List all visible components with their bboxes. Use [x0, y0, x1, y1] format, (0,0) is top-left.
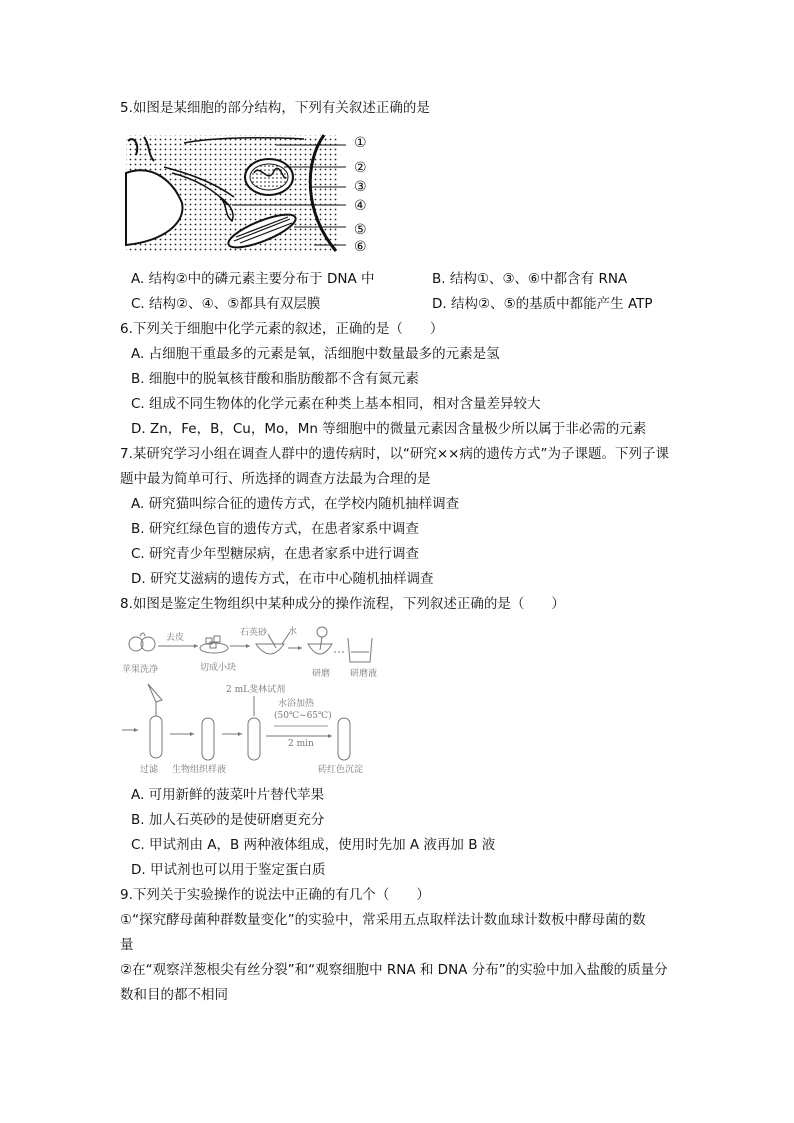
q5-option-c: C. 结构②、④、⑤都具有双层膜: [131, 296, 321, 312]
figure-label-2: ②: [354, 160, 367, 176]
q7-stem-line-2: 题中最为简单可行、所选择的调查方法最为合理的是: [120, 471, 431, 487]
figure-label-1: ①: [354, 135, 367, 151]
q9-item-2-line-1: ②在“观察洋葱根尖有丝分裂”和“观察细胞中 RNA 和 DNA 分布”的实验中加入盐酸的质量分: [120, 962, 668, 978]
q8-option-a: A. 可用新鲜的菠菜叶片替代苹果: [131, 787, 325, 803]
q6-option-b: B. 细胞中的脱氧核苷酸和脂肪酸都不含有氮元素: [131, 371, 419, 387]
q6-option-c: C. 组成不同生物体的化学元素在种类上基本相同，相对含量差异较大: [131, 396, 541, 412]
label-reagent: 2 mL斐林试剂: [226, 685, 286, 695]
q7-option-c: C. 研究青少年型糖尿病，在患者家系中进行调查: [131, 546, 420, 562]
q9-stem: 9.下列关于实验操作的说法中正确的有几个（ ）: [120, 887, 430, 903]
label-peel: 去皮: [166, 633, 185, 643]
q7-option-d: D. 研究艾滋病的遗传方式，在市中心随机抽样调查: [131, 571, 434, 587]
q8-option-b: B. 加人石英砂的是使研磨更充分: [131, 812, 325, 828]
label-grind: 研磨: [312, 669, 331, 679]
q6-option-d: D. Zn，Fe，B，Cu，Mo，Mn 等细胞中的微量元素因含量极少所以属于非必需的元素: [131, 421, 647, 437]
label-cut: 切成小块: [200, 663, 237, 673]
q5-option-a: A. 结构②中的磷元素主要分布于 DNA 中: [131, 271, 375, 287]
label-bath: 水浴加热: [278, 699, 315, 709]
q6-stem: 6.下列关于细胞中化学元素的叙述，正确的是（ ）: [120, 321, 444, 337]
label-water: 水: [288, 627, 298, 637]
figure-label-3: ③: [354, 179, 367, 195]
figure-label-6: ⑥: [354, 239, 367, 255]
label-temp: (50℃~65℃): [274, 711, 332, 721]
q9-item-2-line-2: 数和目的都不相同: [120, 987, 228, 1003]
q8-stem: 8.如图是鉴定生物组织中某种成分的操作流程，下列叙述正确的是（ ）: [120, 596, 565, 612]
q8-option-d: D. 甲试剂也可以用于鉴定蛋白质: [131, 862, 326, 878]
label-filter: 过滤: [140, 765, 159, 774]
q8-option-c: C. 甲试剂由 A，B 两种液体组成，使用时先加 A 液再加 B 液: [131, 837, 496, 853]
identification-procedure-labels: [118, 624, 380, 774]
label-slurry: 研磨液: [350, 669, 378, 679]
label-wash: 苹果洗净: [122, 665, 159, 675]
q7-option-a: A. 研究猫叫综合征的遗传方式，在学校内随机抽样调查: [131, 496, 460, 512]
q9-item-1-line-2: 量: [120, 937, 134, 953]
q5-stem: 5.如图是某细胞的部分结构，下列有关叙述正确的是: [120, 100, 430, 116]
q7-stem-line-1: 7.某研究学习小组在调查人群中的遗传病时，以“研究××病的遗传方式”为子课题。下列子课: [120, 446, 669, 462]
q7-option-b: B. 研究红绿色盲的遗传方式，在患者家系中调查: [131, 521, 419, 537]
label-extract: 生物组织样液: [172, 765, 227, 774]
q9-item-1-line-1: ①“探究酵母菌种群数量变化”的实验中，常采用五点取样法计数血球计数板中酵母菌的数: [120, 912, 646, 928]
q6-option-a: A. 占细胞干重最多的元素是氧，活细胞中数量最多的元素是氢: [131, 346, 500, 362]
label-result: 砖红色沉淀: [318, 765, 364, 774]
label-sand: 石英砂: [240, 628, 268, 638]
cell-structure-figure: [124, 133, 356, 255]
figure-label-5: ⑤: [354, 222, 367, 238]
figure-label-4: ④: [354, 198, 367, 214]
q5-option-b: B. 结构①、③、⑥中都含有 RNA: [432, 271, 628, 287]
q5-option-d: D. 结构②、⑤的基质中都能产生 ATP: [432, 296, 653, 312]
label-time: 2 min: [288, 739, 314, 749]
